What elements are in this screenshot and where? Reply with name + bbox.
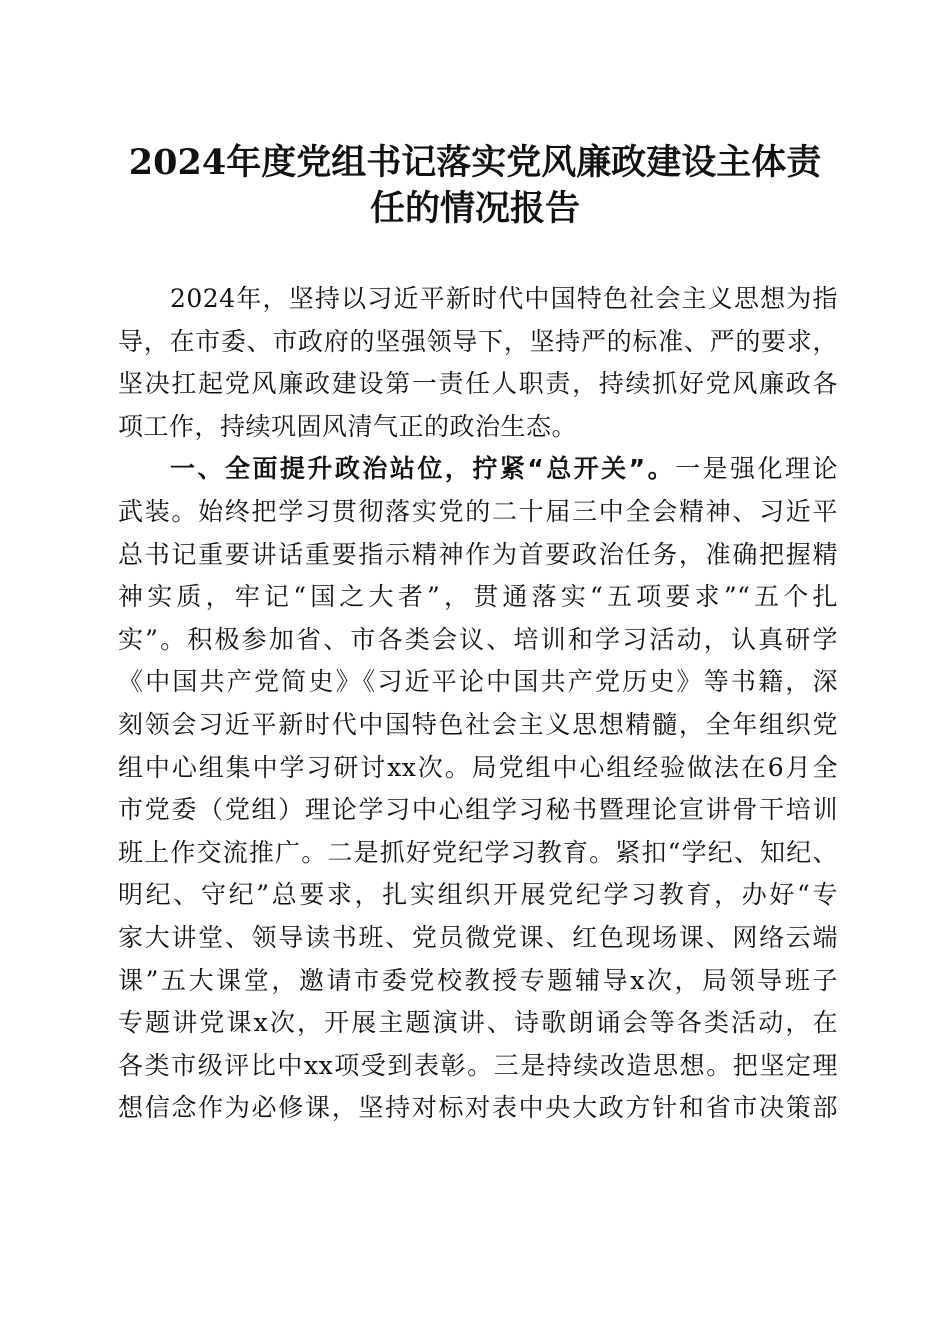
text-line: 2024年，坚持以习近平新时代中国特色社会主义思想为指	[170, 284, 838, 313]
section-heading-rest: 一是强化理论	[675, 454, 838, 484]
paragraph-intro	[118, 278, 838, 448]
text-line-first	[118, 448, 838, 491]
text-line: 组中心组集中学习研讨xx次。局党组中心组经验做法在6月全	[118, 752, 838, 782]
text-line: 实”。积极参加省、市各类会议、培训和学习活动，认真研学	[118, 624, 838, 654]
text-line: 专题讲党课x次，开展主题演讲、诗歌朗诵会等各类活动，在	[118, 1008, 838, 1038]
text-line: 课”五大课堂，邀请市委党校教授专题辅导x次，局领导班子	[118, 965, 838, 995]
text-line: 想信念作为必修课，坚持对标对表中央大政方针和省市决策部	[118, 1093, 838, 1123]
text-line: 各类市级评比中xx项受到表彰。三是持续改造思想。把坚定理	[118, 1050, 838, 1080]
text-line: 家大讲堂、领导读书班、党员微党课、红色现场课、网络云端	[118, 922, 838, 952]
text-line: 坚决扛起党风廉政建设第一责任人职责，持续抓好党风廉政各	[118, 369, 838, 399]
section-heading: 一、全面提升政治站位，拧紧“总开关”。	[170, 454, 676, 484]
text-line: 导，在市委、市政府的坚强领导下，坚持严的标准、严的要求，	[118, 326, 838, 356]
paragraph-section-1	[118, 448, 838, 1130]
title-line-1: 2024年度党组书记落实党风廉政建设主体责	[128, 142, 822, 183]
text-line: 明纪、守纪”总要求，扎实组织开展党纪学习教育，办好“专	[118, 880, 838, 910]
text-line: 班上作交流推广。二是抓好党纪学习教育。紧扣“学纪、知纪、	[118, 837, 838, 867]
text-line: 神实质，牢记“国之大者”，贯通落实“五项要求”“五个扎	[118, 582, 838, 612]
text-line: 项工作，持续巩固风清气正的政治生态。	[118, 411, 578, 441]
text-line: 市党委（党组）理论学习中心组学习秘书暨理论宣讲骨干培训	[118, 795, 838, 825]
text-line: 刻领会习近平新时代中国特色社会主义思想精髓，全年组织党	[118, 709, 838, 739]
title-line-2: 任的情况报告	[369, 188, 580, 229]
text-line: 《中国共产党简史》《习近平论中国共产党历史》等书籍，深	[118, 667, 838, 697]
document-title	[100, 140, 850, 232]
text-line: 武装。始终把学习贯彻落实党的二十届三中全会精神、习近平	[118, 496, 838, 526]
document-body	[118, 278, 838, 1130]
text-line: 总书记重要讲话重要指示精神作为首要政治任务，准确把握精	[118, 539, 838, 569]
